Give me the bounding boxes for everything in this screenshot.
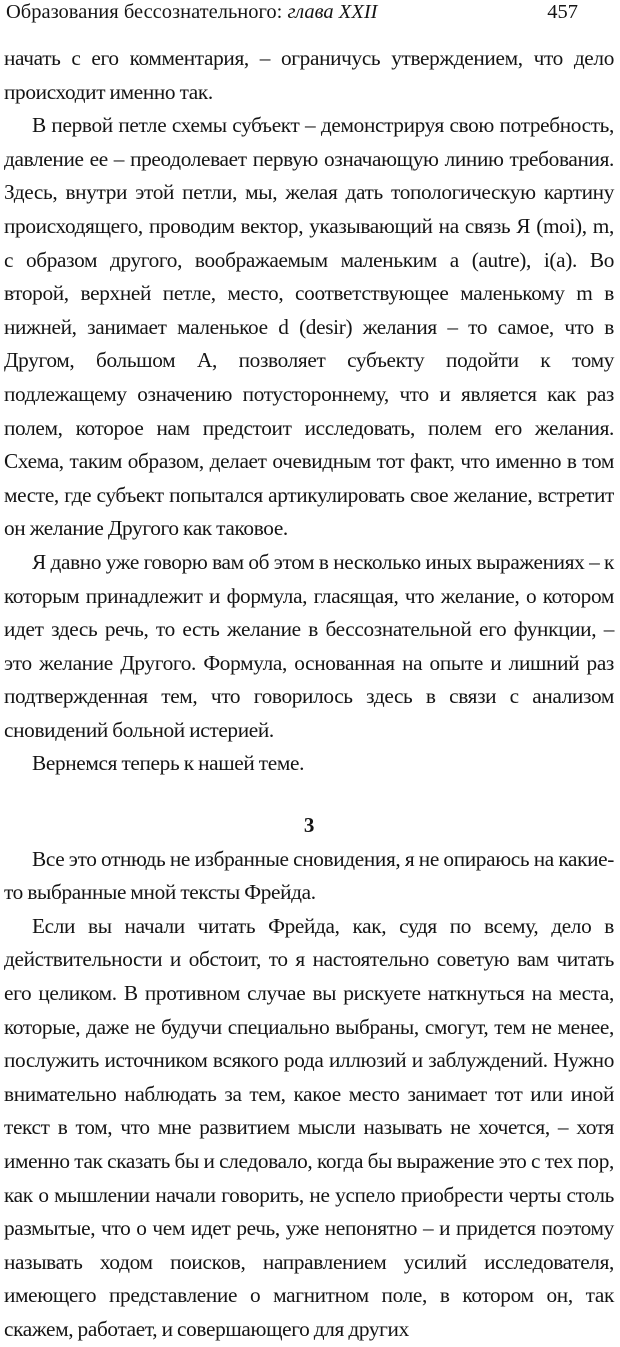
paragraph-6: Если вы начали читать Фрейда, как, судя по всему, дело в действительности и обстоит, то я настоятельно советую вам читать его целиком. В противном случае вы рискуете наткнуться на места, которые, даже не будучи специально выбраны, смогут, тем не менее, послужить источником всякого рода иллюзий и заблуждений. Нужно внимательно наблюдать за тем, какое место занимает тот или иной текст в том, что мне развитием мысли называть не хочется, – хотя именно так сказать бы и следовало, когда бы выражение это с тех пор, как о мышлении начали говорить, не успело приобрести черты столь размытые, что о чем идет речь, уже непонятно – и придется поэтому называть ходом поисков, направлением усилий исследователя, имеющего представление о магнитном поле, в котором он, так скажем, работает, и совершающего для других — [4, 913, 614, 1341]
running-header — [4, 0, 614, 42]
paragraph-2: В первой петле схемы субъект – демонстрируя свою потребность, давление ее – преодолевает первую означающую линию требования. Здесь, внутри этой петли, мы, желая дать топологическую картину происходящего, проводим вектор, указывающий на связь Я (moi), m, с образом другого, воображаемым маленьким a (autre), i(a). Во второй, верхней петле, место, соответствующее маленькому m в нижней, занимает маленькое d (desir) желания – то самое, что в Другом, большом А, позволяет субъекту подойти к тому подлежащему означению потустороннему, что и является как раз полем, которое нам предстоит исследовать, полем его желания. Схема, таким образом, делает очевидным тот факт, что именно в том месте, где субъект попытался артикулировать свое желание, встретит он желание Другого как таковое. — [4, 113, 614, 541]
body-text — [4, 42, 614, 1347]
paragraph-4: Вернемся теперь к нашей теме. — [32, 751, 305, 776]
chapter-title — [6, 0, 378, 24]
chapter-title-prefix: Образования бессознательного: — [6, 1, 283, 23]
paragraph-3: Я давно уже говорю вам об этом в несколько иных выражениях – к которым принадлежит и формула, гласящая, что желание, о котором идет здесь речь, то есть желание в бессознательной его функции, – это желание Другого. Формула, основанная на опыте и лишний раз подтвержденная тем, что говорилось здесь в связи с анализом сновидений больной истерией. — [4, 549, 614, 742]
section-number: 3 — [303, 813, 315, 838]
paragraph-1: начать с его комментария, – ограничусь утверждением, что дело происходит именно так. — [4, 46, 614, 104]
chapter-title-italic: глава XXII — [287, 1, 378, 23]
page-number: 457 — [547, 1, 578, 23]
paragraph-5: Все это отнюдь не избранные сновидения, я не опираюсь на какие-то выбранные мной тексты Фрейда. — [4, 846, 614, 905]
